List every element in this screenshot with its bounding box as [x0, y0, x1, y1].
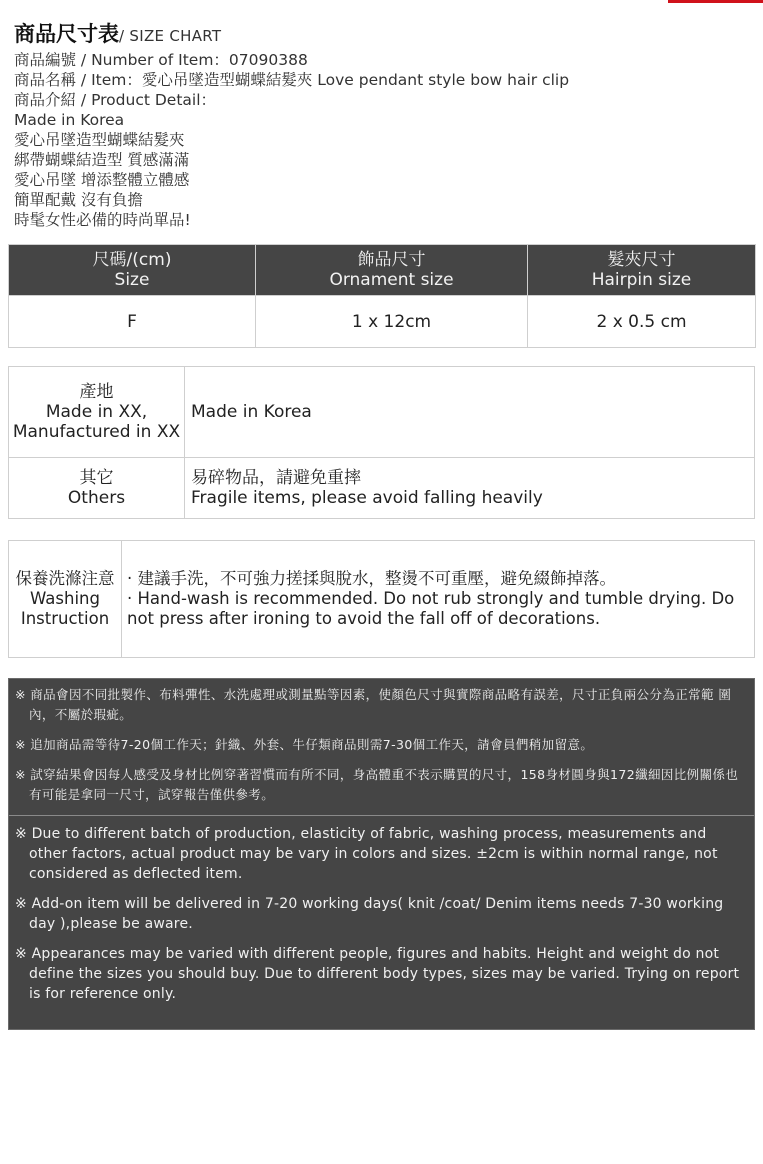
notes-en [9, 816, 754, 1004]
detail-line: Made in Korea [14, 111, 125, 129]
others-value-en: Fragile items, please avoid falling heavily [191, 488, 543, 508]
origin-label-en: Made in XX, Manufactured in XX [12, 402, 181, 442]
header-ornament-en: Ornament size [329, 270, 454, 290]
washing-label [9, 541, 122, 658]
detail-line: 時髦女性必備的時尚單品! [14, 211, 191, 229]
detail-label: 商品介紹 / Product Detail： [14, 91, 217, 109]
cell-hairpin: 2 x 0.5 cm [528, 296, 756, 348]
cell-ornament: 1 x 12cm [256, 296, 528, 348]
header-size-en: Size [114, 270, 150, 290]
detail-line: 簡單配戴 沒有負擔 [14, 191, 143, 209]
item-number: 商品編號 / Number of Item：07090388 [14, 51, 308, 69]
origin-label-zh: 產地 [79, 382, 114, 402]
size-table [8, 244, 756, 348]
washing-table [8, 540, 755, 658]
others-value-zh: 易碎物品，請避免重摔 [191, 468, 361, 488]
origin-table [8, 366, 755, 519]
header-size-zh: 尺碼/(cm) [92, 250, 172, 270]
title-en: / SIZE CHART [119, 27, 222, 45]
origin-label [9, 367, 185, 458]
notes-panel [8, 678, 755, 1030]
table-row [9, 541, 755, 658]
table-row [9, 367, 755, 458]
note-item: ※ 商品會因不同批製作、布料彈性、水洗處理或測量點等因素，使顏色尺寸與實際商品略有誤差，尺寸正負兩公分為正常範 圍內，不屬於瑕疵。 [15, 687, 732, 722]
washing-label-zh: 保養洗滌注意 [15, 569, 115, 588]
header-hairpin-zh: 髮夾尺寸 [607, 250, 676, 270]
header-hairpin [528, 245, 756, 296]
washing-label-en: Washing Instruction [20, 589, 110, 628]
note-item: ※ Due to different batch of production, elasticity of fabric, washing process, measurements and other factors, actual product may be vary in colors and sizes. ±2cm is within normal range, not considered as deflected item. [15, 826, 718, 882]
others-label-zh: 其它 [79, 468, 114, 488]
others-value [185, 458, 755, 519]
item-name: 商品名稱 / Item：愛心吊墜造型蝴蝶結髮夾 Love pendant style bow hair clip [14, 71, 570, 89]
origin-value: Made in Korea [185, 367, 755, 458]
detail-line: 愛心吊墜造型蝴蝶結髮夾 [14, 131, 185, 149]
title-zh: 商品尺寸表 [14, 22, 119, 46]
cell-size: F [9, 296, 256, 348]
detail-line: 綁帶蝴蝶結造型 質感滿滿 [14, 151, 190, 169]
header-ornament [256, 245, 528, 296]
size-table-header [9, 245, 756, 296]
accent-bar [668, 0, 763, 3]
note-item: ※ 試穿結果會因每人感受及身材比例穿著習慣而有所不同，身高體重不表示購買的尺寸，158身材圓身與172纖細因比例關係也有可能是拿同一尺寸，試穿報告僅供參考。 [15, 767, 739, 802]
notes-zh [9, 679, 754, 805]
others-label [9, 458, 185, 519]
header-ornament-zh: 飾品尺寸 [357, 250, 426, 270]
washing-value-zh: · 建議手洗，不可強力搓揉與脫水，整燙不可重壓，避免綴飾掉落。 [127, 569, 616, 588]
washing-value-en: · Hand-wash is recommended. Do not rub strongly and tumble drying. Do not press after ironing to avoid the fall off of decorations. [127, 589, 735, 628]
note-item: ※ Add-on item will be delivered in 7-20 working days( knit /coat/ Denim items needs 7-30 working day ),please be aware. [15, 896, 724, 932]
product-info [14, 50, 569, 230]
note-item: ※ Appearances may be varied with different people, figures and habits. Height and weight do not define the sizes you should buy. Due to different body types, sizes may be varied. Trying on report is for reference only. [15, 946, 740, 1002]
page-title [14, 18, 221, 48]
table-row [9, 296, 756, 348]
detail-line: 愛心吊墜 增添整體立體感 [14, 171, 190, 189]
header-hairpin-en: Hairpin size [591, 270, 692, 290]
others-label-en: Others [67, 488, 126, 508]
washing-value [122, 541, 755, 658]
table-row [9, 458, 755, 519]
header-size [9, 245, 256, 296]
note-item: ※ 追加商品需等待7-20個工作天；針織、外套、牛仔類商品則需7-30個工作天，請會員們稍加留意。 [15, 737, 594, 752]
